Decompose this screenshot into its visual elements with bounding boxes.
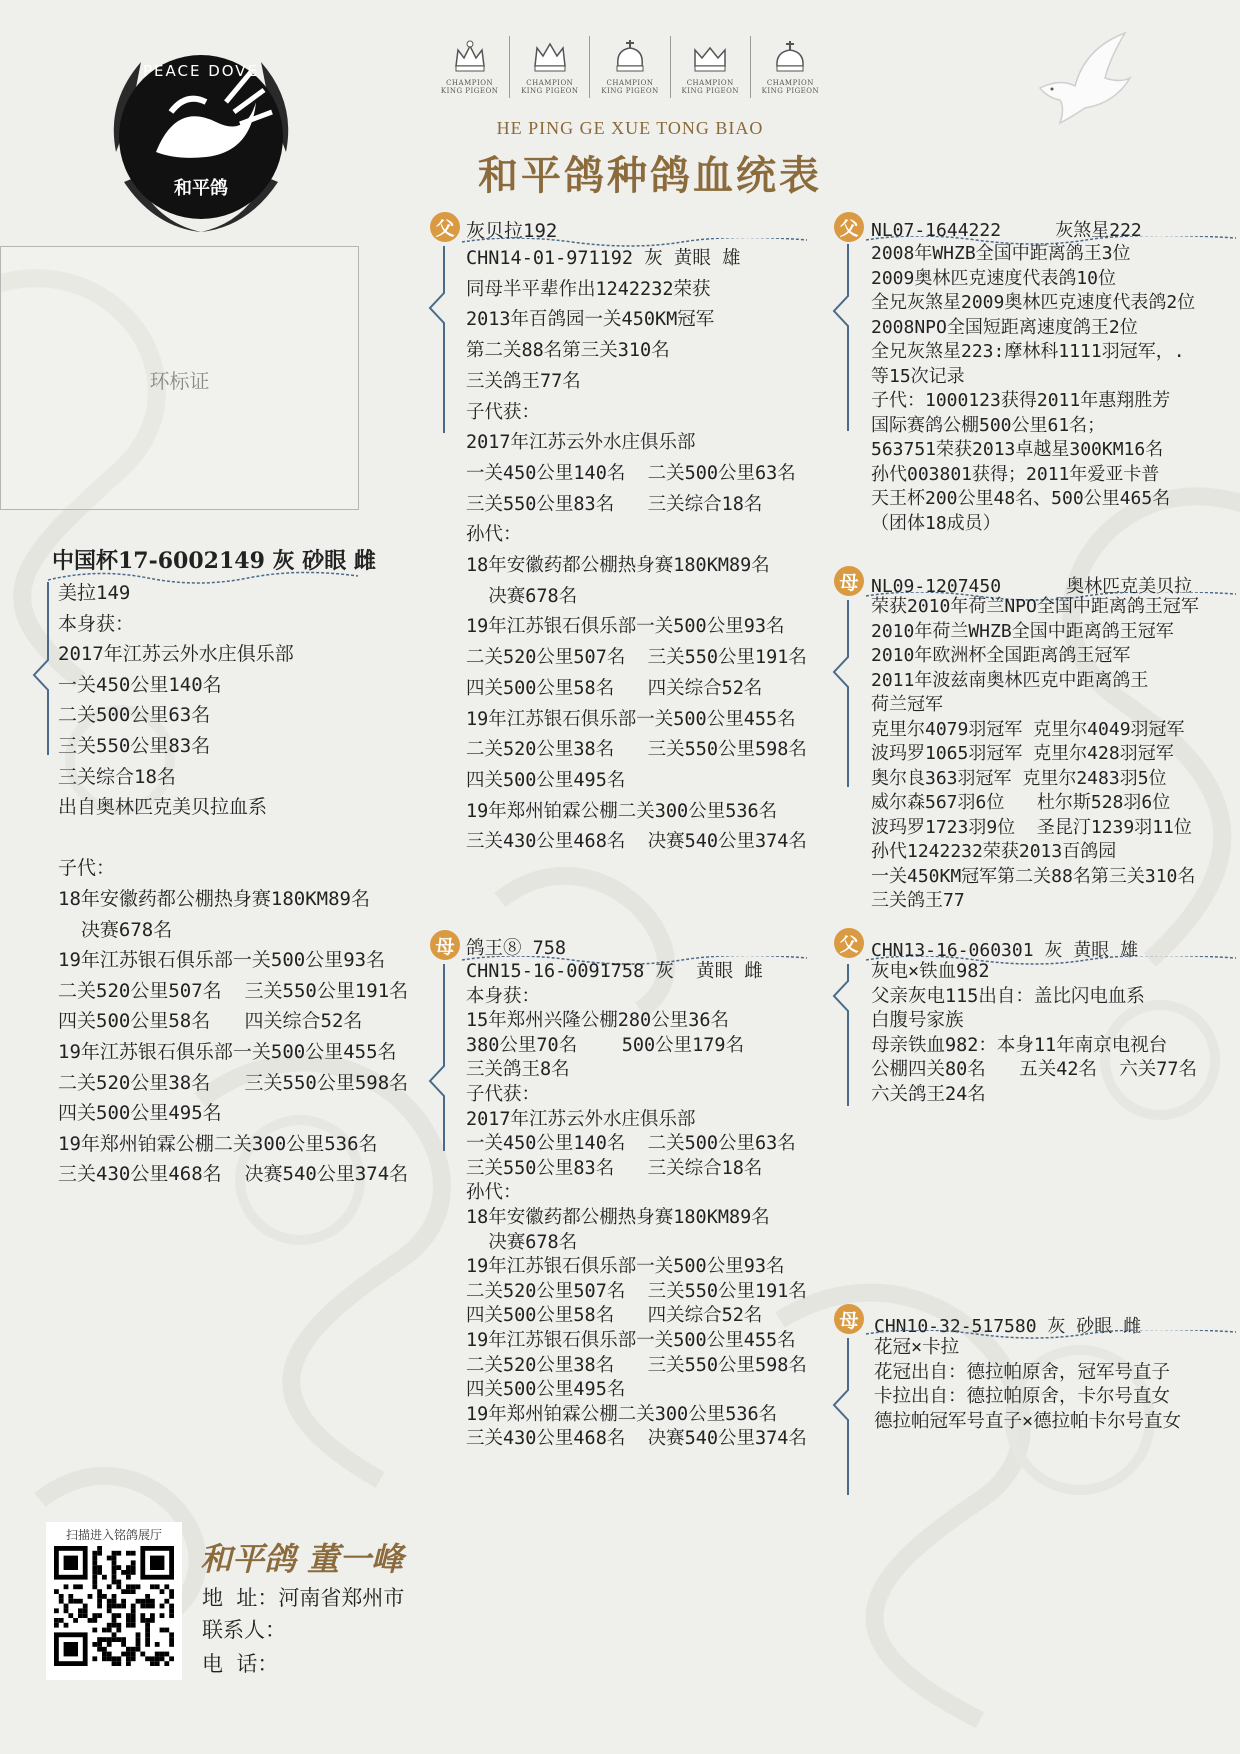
detail-line: CHN14-01-971192 灰 黄眼 雄 bbox=[466, 248, 741, 269]
detail-line: 2011年波兹南奥林匹克中距离鸽王 bbox=[871, 669, 1149, 691]
detail-line: 威尔森567羽6位 杜尔斯528羽6位 bbox=[871, 792, 1171, 813]
sire-header: 灰贝拉192 bbox=[466, 220, 558, 242]
detail-line: 二关520公里507名 三关550公里191名 bbox=[466, 1280, 807, 1302]
detail-line: 国际赛鸽公棚500公里61名； bbox=[871, 414, 1106, 436]
crown-icon bbox=[770, 36, 810, 76]
detail-line: 2013年百鸽园一关450KM冠军 bbox=[466, 309, 715, 331]
sire-dam-header: NL09-1207450 奥林匹克美贝拉 bbox=[871, 576, 1193, 597]
detail-line: 三关550公里83名 三关综合18名 bbox=[466, 1157, 763, 1179]
detail-line: 563751荣获2013卓越星300KM16名 bbox=[871, 439, 1164, 460]
signature: 和平鸽 董一峰 bbox=[200, 1540, 404, 1578]
crown-icon bbox=[530, 36, 570, 76]
crown-caption: KING PIGEON bbox=[440, 87, 499, 95]
crown-caption: CHAMPION bbox=[526, 79, 574, 87]
detail-line: 花冠出自：德拉帕原舍，冠军号直子 bbox=[874, 1361, 1171, 1383]
detail-line: 四关500公里58名 四关综合52名 bbox=[466, 1305, 763, 1327]
detail-line: 出自奥林匹克美贝拉血系 bbox=[58, 796, 268, 819]
detail-line: 四关500公里58名 四关综合52名 bbox=[466, 677, 763, 699]
detail-line: 三关430公里468名 决赛540公里374名 bbox=[466, 831, 807, 853]
detail-line: 荷兰冠军 bbox=[871, 694, 943, 715]
dam-dam-badge: 母 bbox=[834, 1304, 864, 1334]
sire-sire-badge: 父 bbox=[834, 212, 864, 242]
qr-title: 扫描进入铭鸽展厅 bbox=[65, 1528, 162, 1542]
ring-certificate-box bbox=[0, 246, 359, 510]
detail-line: 第二关88名第三关310名 bbox=[466, 340, 670, 362]
dam-header: 鸽王⑧ 758 bbox=[466, 938, 567, 959]
sire-dam-badge: 母 bbox=[834, 566, 864, 596]
detail-line: 2008年WHZB全国中距离鸽王3位 bbox=[871, 243, 1131, 264]
detail-line: 决赛678名 bbox=[466, 1231, 578, 1253]
crown-row bbox=[430, 36, 830, 98]
dam-sire-header: CHN13-16-060301 灰 黄眼 雄 bbox=[871, 940, 1139, 961]
title-pinyin: HE PING GE XUE TONG BIAO bbox=[496, 118, 764, 138]
detail-line: 2010年欧洲杯全国距离鸽王冠军 bbox=[871, 645, 1131, 666]
detail-line: 公棚四关80名 五关42名 六关77名 bbox=[871, 1059, 1198, 1080]
detail-line: 孙代： bbox=[466, 1182, 522, 1204]
detail-line: 2017年江苏云外水庄俱乐部 bbox=[466, 432, 696, 454]
detail-line: 19年江苏银石俱乐部一关500公里455名 bbox=[58, 1040, 397, 1063]
detail-line: 克里尔4079羽冠军 克里尔4049羽冠军 bbox=[871, 718, 1185, 740]
detail-line: 荣获2010年荷兰NPO全国中距离鸽王冠军 bbox=[871, 596, 1199, 617]
detail-line: 二关520公里38名 三关550公里598名 bbox=[466, 739, 807, 761]
detail-line: 等15次记录 bbox=[871, 365, 965, 387]
detail-line: CHN15-16-0091758 灰 黄眼 雌 bbox=[466, 961, 763, 982]
detail-line: 美拉149 bbox=[58, 582, 131, 604]
detail-line: 全兄灰煞星2009奥林匹克速度代表鸽2位 bbox=[871, 292, 1196, 313]
ring-certificate-label: 环标证 bbox=[149, 369, 210, 393]
phone-line: 电 话： bbox=[202, 1652, 279, 1676]
sire-badge: 父 bbox=[430, 212, 460, 242]
crown-caption: CHAMPION bbox=[766, 79, 814, 87]
detail-line: 三关鸽王77 bbox=[871, 890, 965, 911]
crown-icon bbox=[450, 36, 490, 76]
detail-line: 2008NPO全国短距离速度鸽王2位 bbox=[871, 316, 1138, 338]
detail-line: 二关520公里507名 三关550公里191名 bbox=[466, 647, 807, 669]
detail-line: 二关520公里38名 三关550公里598名 bbox=[58, 1071, 409, 1094]
crown-1 bbox=[430, 36, 510, 98]
detail-line: 19年郑州铂霖公棚二关300公里536名 bbox=[466, 1403, 778, 1425]
detail-line: 一关450公里140名 bbox=[58, 673, 222, 696]
detail-line: 三关430公里468名 决赛540公里374名 bbox=[466, 1428, 807, 1450]
detail-line: 六关鸽王24名 bbox=[871, 1083, 986, 1105]
dam-dam-details bbox=[874, 1336, 1181, 1434]
detail-line: 奥尔良363羽冠军 克里尔2483羽5位 bbox=[871, 767, 1167, 789]
crown-caption: KING PIGEON bbox=[681, 87, 739, 95]
detail-line: 四关500公里495名 bbox=[466, 1379, 626, 1401]
crown-2 bbox=[510, 36, 590, 98]
detail-line: 父亲灰电115出自：盖比闪电血系 bbox=[871, 985, 1145, 1007]
detail-line: 二关520公里38名 三关550公里598名 bbox=[466, 1354, 807, 1376]
sire-sire-details bbox=[871, 242, 1195, 536]
detail-line: 19年江苏银石俱乐部一关500公里455名 bbox=[466, 1329, 796, 1351]
dam-badge: 母 bbox=[430, 930, 460, 960]
detail-line: 18年安徽药都公棚热身赛180KM89名 bbox=[58, 887, 370, 910]
crown-caption: CHAMPION bbox=[446, 79, 494, 87]
detail-line: 决赛678名 bbox=[58, 918, 173, 941]
detail-line: 380公里70名 500公里179名 bbox=[466, 1034, 745, 1056]
detail-line: 花冠×卡拉 bbox=[874, 1337, 960, 1358]
detail-line: 一关450公里140名 二关500公里63名 bbox=[466, 1133, 796, 1155]
sire-dam-details bbox=[871, 595, 1199, 914]
detail-line: 本身获： bbox=[466, 985, 541, 1007]
qr-code-icon[interactable] bbox=[54, 1546, 174, 1666]
dam-sire-badge: 父 bbox=[834, 928, 864, 958]
detail-line: 白腹号家族 bbox=[871, 1010, 964, 1031]
detail-line: 19年江苏银石俱乐部一关500公里93名 bbox=[466, 616, 785, 638]
detail-line: 2017年江苏云外水庄俱乐部 bbox=[466, 1108, 696, 1130]
crown-caption: KING PIGEON bbox=[521, 87, 579, 95]
detail-line: 19年江苏银石俱乐部一关500公里93名 bbox=[58, 949, 386, 972]
detail-line: （团体18成员） bbox=[871, 512, 1001, 534]
detail-line bbox=[58, 823, 408, 854]
sire-sire-header: NL07-1644222 灰煞星222 bbox=[871, 220, 1142, 241]
detail-line: 19年江苏银石俱乐部一关500公里455名 bbox=[466, 708, 796, 730]
detail-line: 19年江苏银石俱乐部一关500公里93名 bbox=[466, 1256, 785, 1278]
detail-line: 四关500公里58名 四关综合52名 bbox=[58, 1010, 363, 1033]
detail-line: 2017年江苏云外水庄俱乐部 bbox=[58, 643, 294, 666]
detail-line: 三关鸽王8名 bbox=[466, 1059, 570, 1081]
detail-line: 18年安徽药都公棚热身赛180KM89名 bbox=[466, 555, 770, 577]
detail-line: 灰电×铁血982 bbox=[871, 961, 990, 982]
detail-line: 18年安徽药都公棚热身赛180KM89名 bbox=[466, 1206, 770, 1228]
dove-icon bbox=[1030, 28, 1140, 128]
crown-caption: KING PIGEON bbox=[601, 87, 659, 95]
detail-line: 子代： bbox=[58, 857, 116, 880]
detail-line: 三关综合18名 bbox=[58, 765, 176, 788]
dam-sire-details bbox=[871, 960, 1197, 1107]
detail-line: 决赛678名 bbox=[466, 585, 578, 607]
crown-caption: KING PIGEON bbox=[761, 87, 820, 95]
detail-line: 三关430公里468名 决赛540公里374名 bbox=[58, 1163, 409, 1186]
detail-line: 孙代： bbox=[466, 524, 522, 546]
detail-line: 同母半平辈作出1242232荣获 bbox=[466, 278, 711, 300]
detail-line: 天王杯200公里48名、500公里465名 bbox=[871, 488, 1171, 509]
detail-line: 一关450公里140名 二关500公里63名 bbox=[466, 462, 796, 484]
detail-line: 2010年荷兰WHZB全国中距离鸽王冠军 bbox=[871, 620, 1174, 642]
dam-dam-header: CHN10-32-517580 灰 砂眼 雌 bbox=[874, 1316, 1142, 1337]
detail-line: 子代获： bbox=[466, 1083, 541, 1105]
detail-line: 19年郑州铂霖公棚二关300公里536名 bbox=[466, 800, 778, 822]
detail-line: 德拉帕冠军号直子×德拉帕卡尔号直女 bbox=[874, 1410, 1182, 1432]
detail-line: 子代获： bbox=[466, 401, 541, 423]
detail-line: 二关520公里507名 三关550公里191名 bbox=[58, 979, 409, 1002]
detail-line: 2009奥林匹克速度代表鸽10位 bbox=[871, 267, 1117, 289]
detail-line: 三关550公里83名 三关综合18名 bbox=[466, 493, 763, 515]
detail-line: 孙代003801获得；2011年爱亚卡普 bbox=[871, 463, 1160, 485]
logo-text-bottom: 和平鸽 bbox=[174, 178, 228, 199]
crown-3 bbox=[590, 36, 670, 98]
crown-caption: CHAMPION bbox=[606, 79, 654, 87]
address-line: 地 址：河南省郑州市 bbox=[202, 1586, 405, 1610]
detail-line: 本身获： bbox=[58, 612, 135, 635]
detail-line: 15年郑州兴隆公棚280公里36名 bbox=[466, 1010, 729, 1032]
crown-caption: CHAMPION bbox=[686, 79, 734, 87]
detail-line: 四关500公里495名 bbox=[58, 1102, 222, 1125]
detail-line: 四关500公里495名 bbox=[466, 769, 626, 791]
detail-line: 卡拉出自：德拉帕原舍，卡尔号直女 bbox=[874, 1386, 1171, 1407]
detail-line: 19年郑州铂霖公棚二关300公里536名 bbox=[58, 1132, 378, 1155]
page-title: 和平鸽种鸽血统表 bbox=[478, 152, 822, 199]
detail-line: 全兄灰煞星223:摩林科1111羽冠军，. bbox=[871, 341, 1185, 362]
crown-icon bbox=[690, 36, 730, 76]
sire-details bbox=[466, 244, 807, 858]
dam-details bbox=[466, 960, 807, 1452]
subject-header: 中国杯17-6002149 灰 砂眼 雌 bbox=[52, 548, 376, 574]
crown-5 bbox=[751, 36, 830, 98]
crown-4 bbox=[671, 36, 751, 98]
detail-line: 波玛罗1065羽冠军 克里尔428羽冠军 bbox=[871, 743, 1174, 764]
detail-line: 波玛罗1723羽9位 圣昆汀1239羽11位 bbox=[871, 816, 1192, 838]
qr-code-card[interactable] bbox=[46, 1522, 182, 1680]
logo-text-top: PEACE DOVE bbox=[142, 62, 260, 80]
detail-line: 母亲铁血982：本身11年南京电视台 bbox=[871, 1034, 1168, 1056]
detail-line: 二关500公里63名 bbox=[58, 704, 211, 727]
subject-details bbox=[58, 578, 408, 1190]
crown-icon bbox=[610, 36, 650, 76]
detail-line: 孙代1242232荣获2013百鸽园 bbox=[871, 841, 1117, 862]
detail-line: 三关550公里83名 bbox=[58, 734, 211, 757]
detail-line: 一关450KM冠军第二关88名第三关310名 bbox=[871, 865, 1196, 887]
detail-line: 子代：1000123获得2011年惠翔胜芳 bbox=[871, 390, 1171, 411]
contact-line: 联系人： bbox=[202, 1618, 286, 1642]
detail-line: 三关鸽王77名 bbox=[466, 370, 581, 392]
peace-dove-logo bbox=[96, 32, 306, 242]
